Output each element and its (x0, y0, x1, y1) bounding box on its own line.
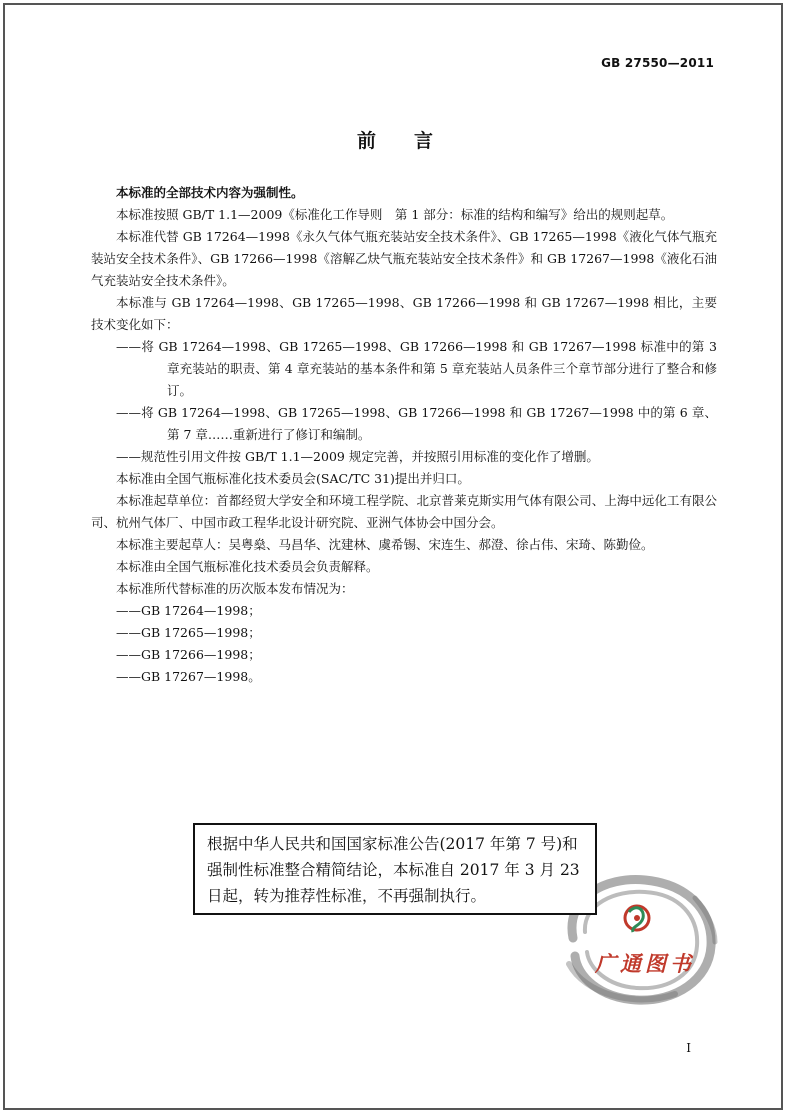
change-item: ——将 GB 17264—1998、GB 17265—1998、GB 17266—1998 和 GB 17267—1998 中的第 6 章、第 7 章……重新进行了修订和编制。 (116, 405, 717, 442)
proposed-by-paragraph: 本标准由全国气瓶标准化技术委员会(SAC/TC 31)提出并归口。 (116, 471, 470, 486)
standard-number: GB 27550—2011 (601, 56, 714, 70)
history-item (91, 644, 717, 666)
history-item (91, 622, 717, 644)
notice-box: 根据中华人民共和国国家标准公告(2017 年第 7 号)和强制性标准整合精简结论，本标准自 2017 年 3 月 23 日起，转为推荐性标准，不再强制执行。 (193, 823, 597, 915)
page-number: I (686, 1041, 691, 1055)
replaces-paragraph: 本标准代替 GB 17264—1998《永久气体气瓶充装站安全技术条件》、GB 17265—1998《液化气体气瓶充装站安全技术条件》、GB 17266—1998《溶解乙炔气瓶充装站安全技术条件》和 GB 17267—1998《液化石油气充装站安全技术条件》。 (91, 229, 717, 288)
history-item-text: ——GB 17267—1998。 (116, 669, 261, 684)
history-item (91, 666, 717, 688)
history-item-text: ——GB 17264—1998； (116, 603, 261, 618)
foreword-body (91, 182, 717, 688)
page-title: 前言 (356, 130, 471, 152)
seal-text: 广通图书 (595, 951, 695, 976)
change-item: ——将 GB 17264—1998、GB 17265—1998、GB 17266—1998 和 GB 17267—1998 标准中的第 3 章充装站的职责、第 4 章充装站的基本条件和第 5 章充装站人员条件三个章节部分进行了整合和修订。 (116, 339, 717, 398)
change-item: ——规范性引用文件按 GB/T 1.1—2009 规定完善，并按照引用标准的变化作了增删。 (116, 449, 599, 464)
drafting-rule-paragraph: 本标准按照 GB/T 1.1—2009《标准化工作导则 第 1 部分：标准的结构和编写》给出的规则起草。 (116, 207, 674, 222)
drafters-paragraph: 本标准主要起草人：吴粤燊、马昌华、沈建林、虞希锡、宋连生、郝澄、徐占伟、宋琦、陈勤俭。 (116, 537, 654, 552)
drafting-units-paragraph: 本标准起草单位：首都经贸大学安全和环境工程学院、北京普莱克斯实用气体有限公司、上海中远化工有限公司、杭州气体厂、中国市政工程华北设计研究院、亚洲气体协会中国分会。 (91, 493, 717, 530)
history-item-text: ——GB 17265—1998； (116, 625, 261, 640)
interpreted-by-paragraph: 本标准由全国气瓶标准化技术委员会负责解释。 (116, 559, 379, 574)
mandatory-statement: 本标准的全部技术内容为强制性。 (116, 185, 304, 200)
history-item-text: ——GB 17266—1998； (116, 647, 261, 662)
history-intro-paragraph: 本标准所代替标准的历次版本发布情况为： (116, 581, 354, 596)
history-item (91, 600, 717, 622)
changes-intro-paragraph: 本标准与 GB 17264—1998、GB 17265—1998、GB 17266—1998 和 GB 17267—1998 相比，主要技术变化如下： (91, 295, 717, 332)
